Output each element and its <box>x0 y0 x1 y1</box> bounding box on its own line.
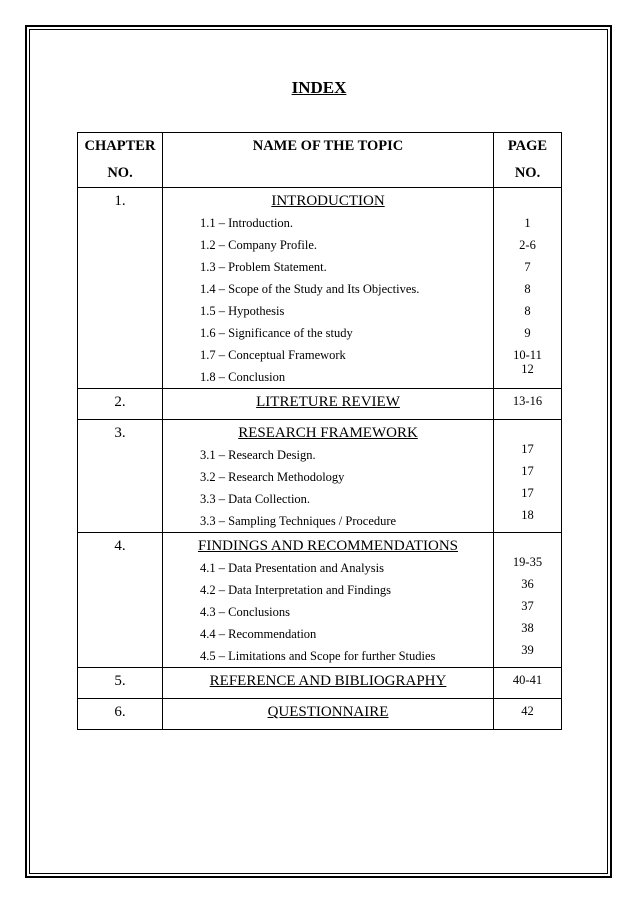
page-title: INDEX <box>291 78 347 97</box>
section-page: 10-11 <box>513 348 542 362</box>
section-page: 12 <box>521 362 534 376</box>
section-page: 39 <box>521 643 534 657</box>
chapter-page-cell <box>494 699 562 730</box>
section-entry: 3.2 – Research Methodology <box>200 470 345 484</box>
section-page: 8 <box>524 304 531 318</box>
chapter-title: INTRODUCTION <box>271 193 385 209</box>
chapter-number: 5. <box>114 673 126 689</box>
section-entry: 1.6 – Significance of the study <box>200 326 353 340</box>
chapter-page-cell <box>494 533 562 668</box>
topic-header <box>163 133 494 188</box>
section-entry: 1.2 – Company Profile. <box>200 238 318 252</box>
index-table <box>77 132 562 730</box>
section-entry: 1.5 – Hypothesis <box>200 304 285 318</box>
section-entry: 1.4 – Scope of the Study and Its Objectives. <box>200 282 420 296</box>
chapter-page-cell <box>494 188 562 389</box>
chapter-title: QUESTIONNAIRE <box>267 704 389 720</box>
page-header <box>494 133 562 188</box>
section-entry: 3.1 – Research Design. <box>200 448 316 462</box>
section-page: 7 <box>524 260 531 274</box>
section-page: 2-6 <box>519 238 536 252</box>
chapter-header-line1: CHAPTER <box>84 138 156 154</box>
chapter-number-cell <box>78 699 163 730</box>
chapter-topic-cell <box>163 668 494 699</box>
section-page: 36 <box>521 577 534 591</box>
page-header-line2: NO. <box>514 165 541 181</box>
topic-header-label: NAME OF THE TOPIC <box>252 138 404 154</box>
chapter-number: 2. <box>114 394 126 410</box>
chapter-topic-cell <box>163 699 494 730</box>
header-row <box>78 133 562 188</box>
chapter-number-cell <box>78 389 163 420</box>
chapter-topic-cell <box>163 188 494 389</box>
chapter-page-spacer <box>494 533 561 551</box>
chapter-header-line2: NO. <box>107 165 133 181</box>
chapter-title: RESEARCH FRAMEWORK <box>238 425 418 441</box>
chapter-topic-cell <box>163 389 494 420</box>
chapter-page: 42 <box>521 704 534 718</box>
section-entry: 4.1 – Data Presentation and Analysis <box>200 561 384 575</box>
chapter-topic-cell <box>163 420 494 533</box>
section-page: 19-35 <box>512 555 543 569</box>
section-page-stack <box>494 344 561 376</box>
chapter-row <box>78 699 562 730</box>
section-page: 8 <box>524 282 531 296</box>
chapter-page-cell <box>494 389 562 420</box>
section-entry: 4.2 – Data Interpretation and Findings <box>200 583 391 597</box>
section-entry: 4.4 – Recommendation <box>200 627 317 641</box>
chapter-page: 13-16 <box>512 394 543 408</box>
section-page: 18 <box>521 508 534 522</box>
section-page: 17 <box>521 442 534 456</box>
chapter-header <box>78 133 163 188</box>
chapter-number-cell <box>78 188 163 389</box>
section-entry: 1.3 – Problem Statement. <box>200 260 327 274</box>
chapter-page-spacer <box>494 420 561 438</box>
chapter-number: 3. <box>114 425 126 441</box>
section-entry: 1.1 – Introduction. <box>200 216 294 230</box>
chapter-number: 6. <box>114 704 126 720</box>
section-entry: 4.5 – Limitations and Scope for further Studies <box>200 649 436 663</box>
chapter-page-cell <box>494 420 562 533</box>
section-page: 37 <box>521 599 534 613</box>
section-page: 1 <box>524 216 531 230</box>
chapter-row <box>78 188 562 389</box>
section-page: 9 <box>524 326 531 340</box>
section-page: 17 <box>521 486 534 500</box>
page-header-line1: PAGE <box>507 138 548 154</box>
chapter-row <box>78 668 562 699</box>
section-page: 17 <box>521 464 534 478</box>
chapter-topic-cell <box>163 533 494 668</box>
chapter-number: 4. <box>114 538 126 554</box>
chapter-row <box>78 389 562 420</box>
chapter-title: REFERENCE AND BIBLIOGRAPHY <box>209 673 447 689</box>
chapter-title: LITRETURE REVIEW <box>256 394 400 410</box>
section-entry: 3.3 – Data Collection. <box>200 492 311 506</box>
section-entry: 1.7 – Conceptual Framework <box>200 348 346 362</box>
chapter-page-cell <box>494 668 562 699</box>
chapter-title: FINDINGS AND RECOMMENDATIONS <box>197 538 459 554</box>
section-entry: 3.3 – Sampling Techniques / Procedure <box>200 514 397 528</box>
section-entry: 4.3 – Conclusions <box>200 605 290 619</box>
chapter-number-cell <box>78 668 163 699</box>
chapter-row <box>78 420 562 533</box>
chapter-number: 1. <box>114 193 126 209</box>
chapter-number-cell <box>78 420 163 533</box>
section-entry: 1.8 – Conclusion <box>200 370 286 384</box>
chapter-page-spacer <box>494 188 561 212</box>
chapter-row <box>78 533 562 668</box>
chapter-number-cell <box>78 533 163 668</box>
chapter-page: 40-41 <box>512 673 543 687</box>
section-page: 38 <box>521 621 534 635</box>
